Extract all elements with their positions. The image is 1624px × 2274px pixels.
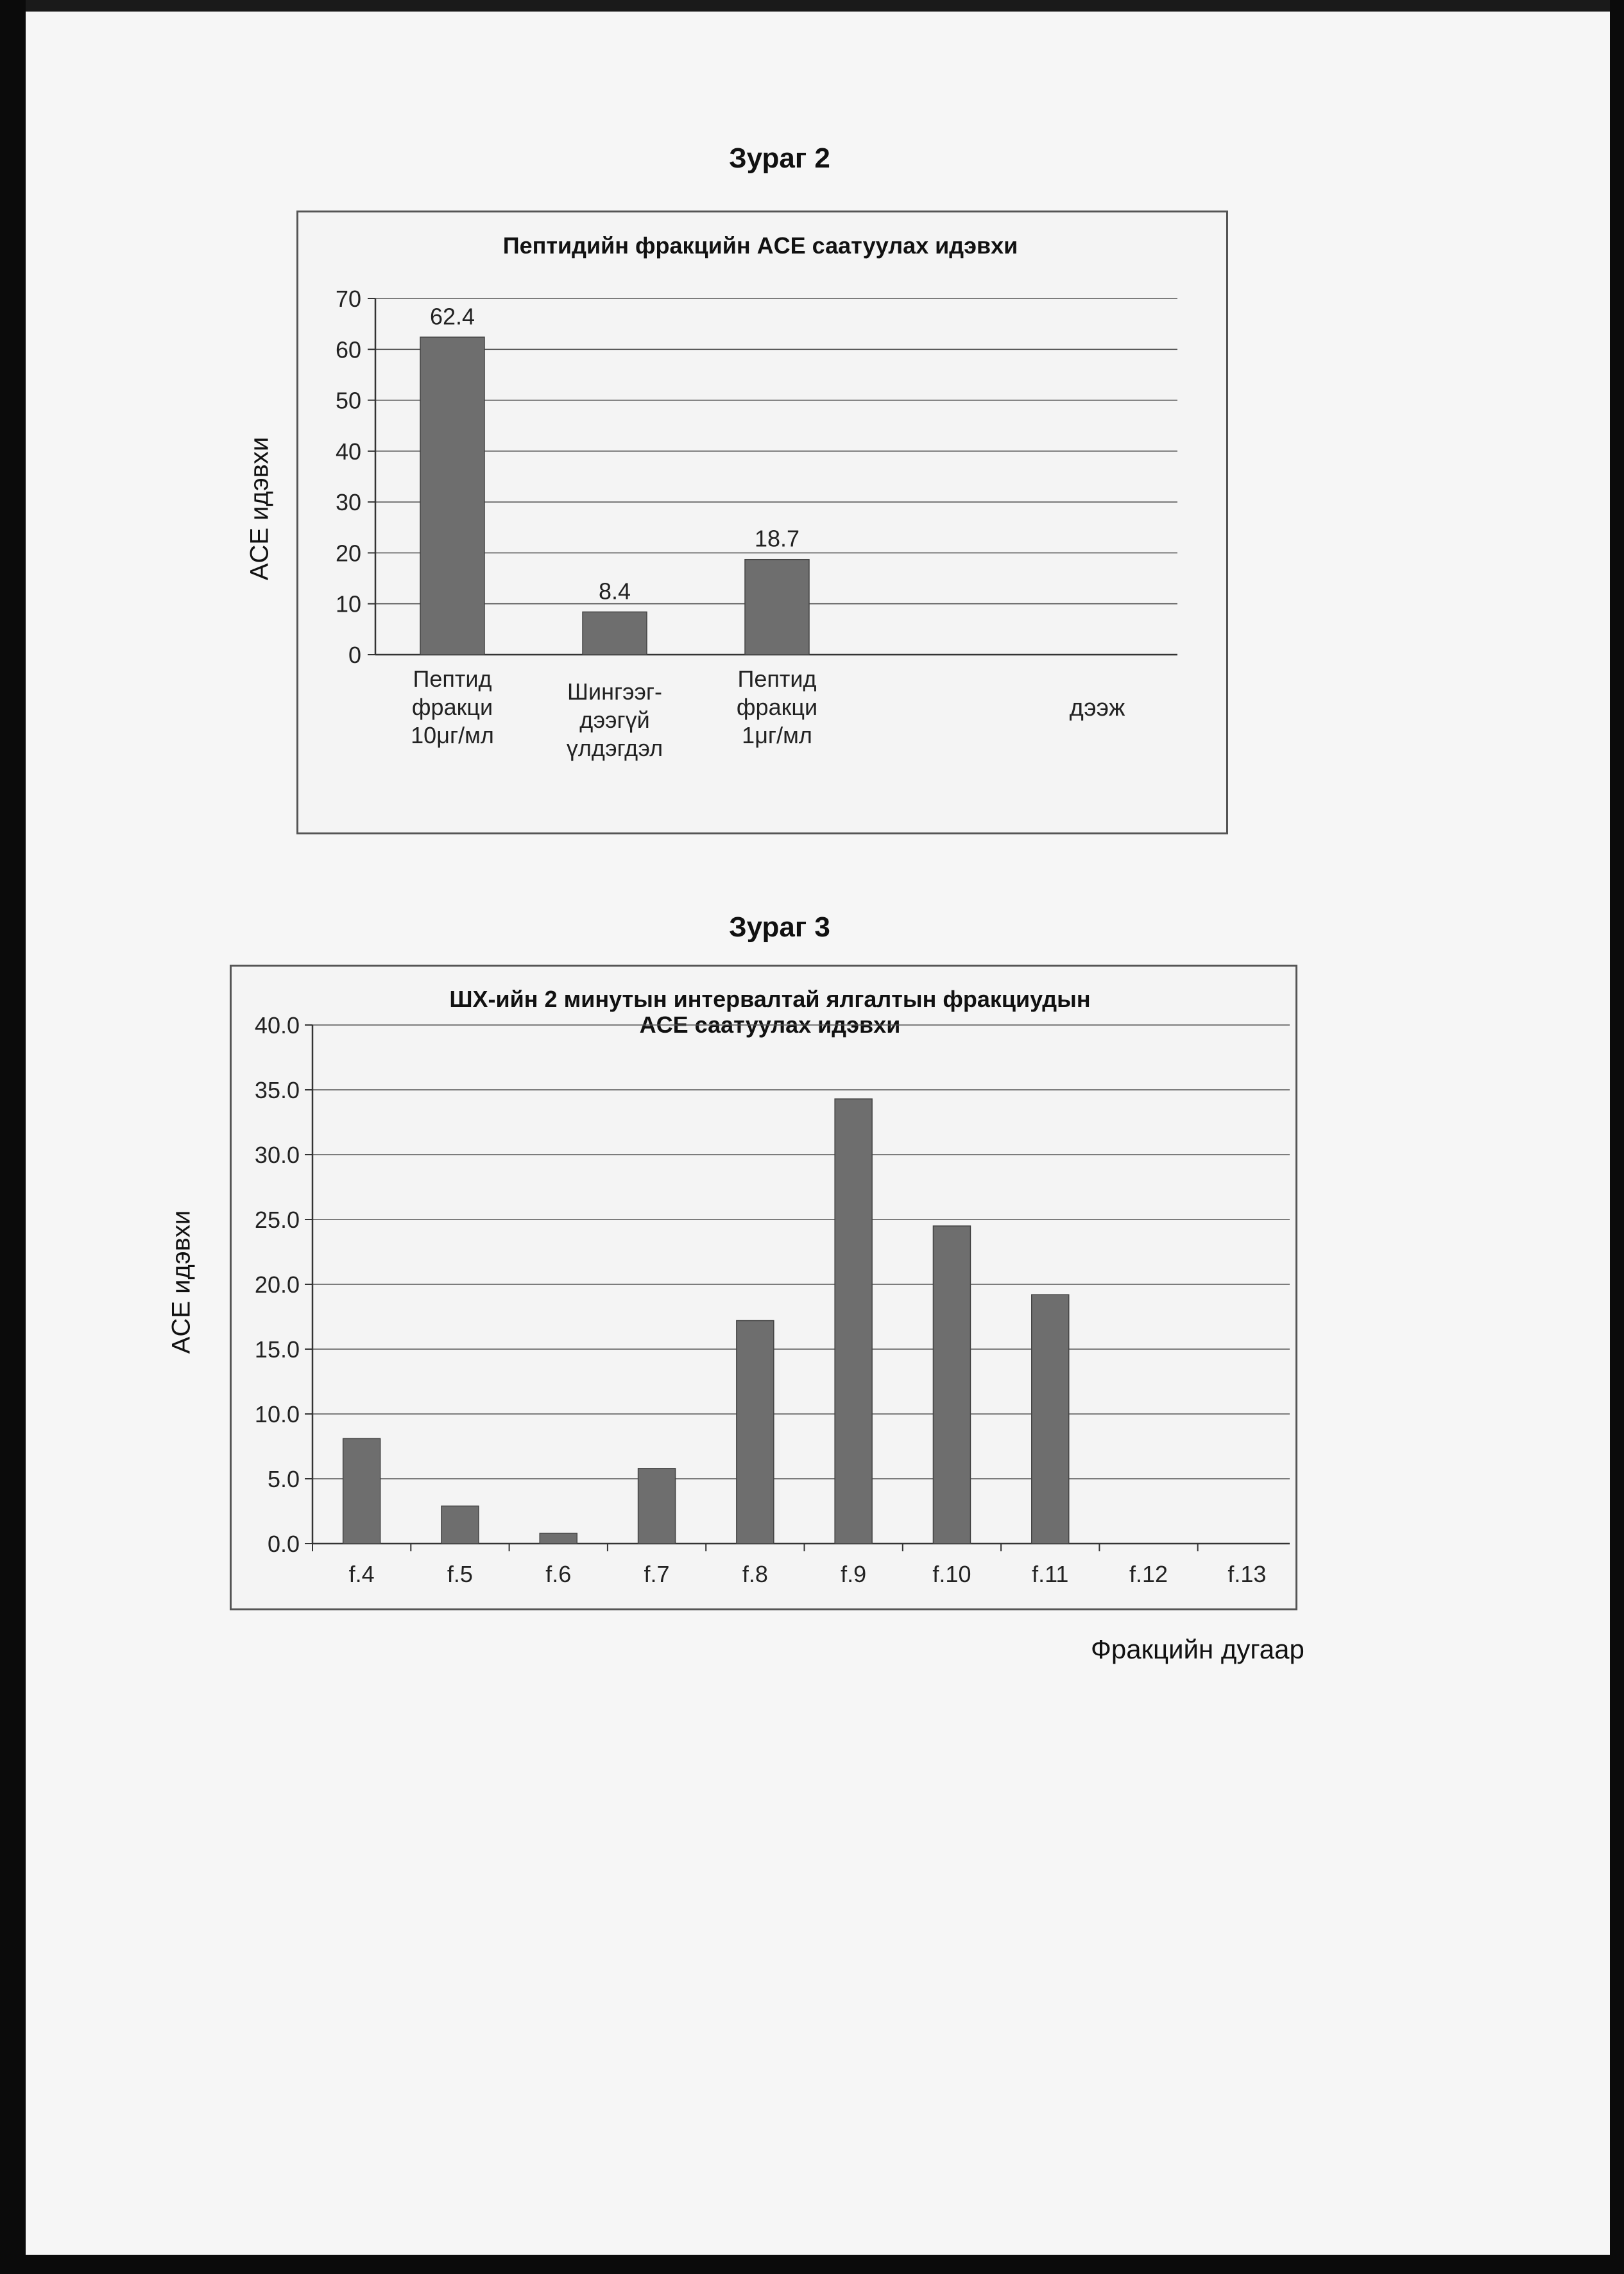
x-tick-label: f.9: [841, 1561, 867, 1587]
figure-2-title: Зураг 2: [729, 142, 830, 174]
y-tick-label: 15.0: [254, 1336, 300, 1363]
chart-2-title-line-2: ACE саатуулах идэвхи: [639, 1012, 901, 1038]
chart-1-svg: [302, 276, 1219, 777]
chart-2-title-line-1: ШХ-ийн 2 минутын интервалтай ялгалтын фракциудын: [449, 986, 1091, 1012]
y-tick-label: 40: [335, 438, 361, 465]
x-axis-title: дээж: [1069, 694, 1125, 721]
chart-1-title: Пептидийн фракцийн ACE саатуулах идэвхи: [502, 232, 1018, 259]
data-label: 8.4: [598, 578, 631, 605]
data-label: 18.7: [754, 525, 800, 552]
data-label: 62.4: [429, 303, 475, 330]
chart-2-x-axis-title: Фракцийн дугаар: [1091, 1634, 1304, 1664]
bar: [638, 1469, 676, 1544]
x-tick-label: f.12: [1129, 1561, 1168, 1587]
x-tick-label: Шингээг-: [567, 678, 662, 705]
chart-1-y-axis-title: ACE идэвхи: [245, 436, 274, 581]
x-tick-label: 10μг/мл: [411, 722, 494, 748]
bar: [540, 1533, 577, 1544]
bar: [441, 1506, 479, 1544]
y-tick-label: 25.0: [254, 1207, 300, 1233]
chart-2-y-axis-title: ACE идэвхи: [167, 1210, 196, 1354]
bar: [420, 337, 484, 655]
x-tick-label: дээгүй: [579, 707, 650, 733]
x-tick-label: фракци: [411, 694, 493, 720]
x-tick-label: Пептид: [413, 666, 492, 692]
x-tick-label: үлдэгдэл: [566, 735, 663, 761]
scan-edge-right: [1610, 0, 1624, 2274]
y-tick-label: 30: [335, 489, 361, 516]
y-tick-label: 60: [335, 336, 361, 363]
y-tick-label: 0.0: [267, 1531, 300, 1557]
scan-edge-bottom: [0, 2255, 1624, 2274]
figure-3-title: Зураг 3: [729, 911, 830, 943]
y-tick-label: 10: [335, 590, 361, 617]
x-tick-label: f.4: [348, 1561, 375, 1587]
y-tick-label: 70: [335, 286, 361, 312]
scan-edge-left: [0, 0, 26, 2274]
x-tick-label: f.6: [545, 1561, 572, 1587]
bar: [343, 1438, 380, 1544]
y-tick-label: 30.0: [254, 1142, 300, 1168]
x-tick-label: f.13: [1227, 1561, 1267, 1587]
x-tick-label: фракци: [736, 694, 818, 720]
bar: [737, 1321, 774, 1544]
y-tick-label: 10.0: [254, 1401, 300, 1427]
x-tick-label: Пептид: [737, 666, 817, 692]
chart-2-svg: [237, 1008, 1290, 1598]
x-tick-label: f.7: [644, 1561, 670, 1587]
y-tick-label: 35.0: [254, 1077, 300, 1103]
bar: [583, 612, 647, 655]
bar: [1032, 1295, 1069, 1544]
x-tick-label: f.11: [1032, 1561, 1069, 1587]
x-tick-label: f.5: [447, 1561, 473, 1587]
y-tick-label: 20: [335, 540, 361, 567]
scan-edge-top: [0, 0, 1624, 12]
y-tick-label: 5.0: [267, 1466, 300, 1492]
y-tick-label: 50: [335, 387, 361, 414]
bar: [745, 560, 809, 655]
x-tick-label: 1μг/мл: [742, 722, 812, 748]
bar: [835, 1099, 872, 1544]
y-tick-label: 0: [348, 642, 361, 668]
bar: [933, 1226, 970, 1544]
y-tick-label: 20.0: [254, 1271, 300, 1298]
x-tick-label: f.10: [932, 1561, 971, 1587]
y-tick-label: 40.0: [254, 1012, 300, 1038]
x-tick-label: f.8: [742, 1561, 768, 1587]
